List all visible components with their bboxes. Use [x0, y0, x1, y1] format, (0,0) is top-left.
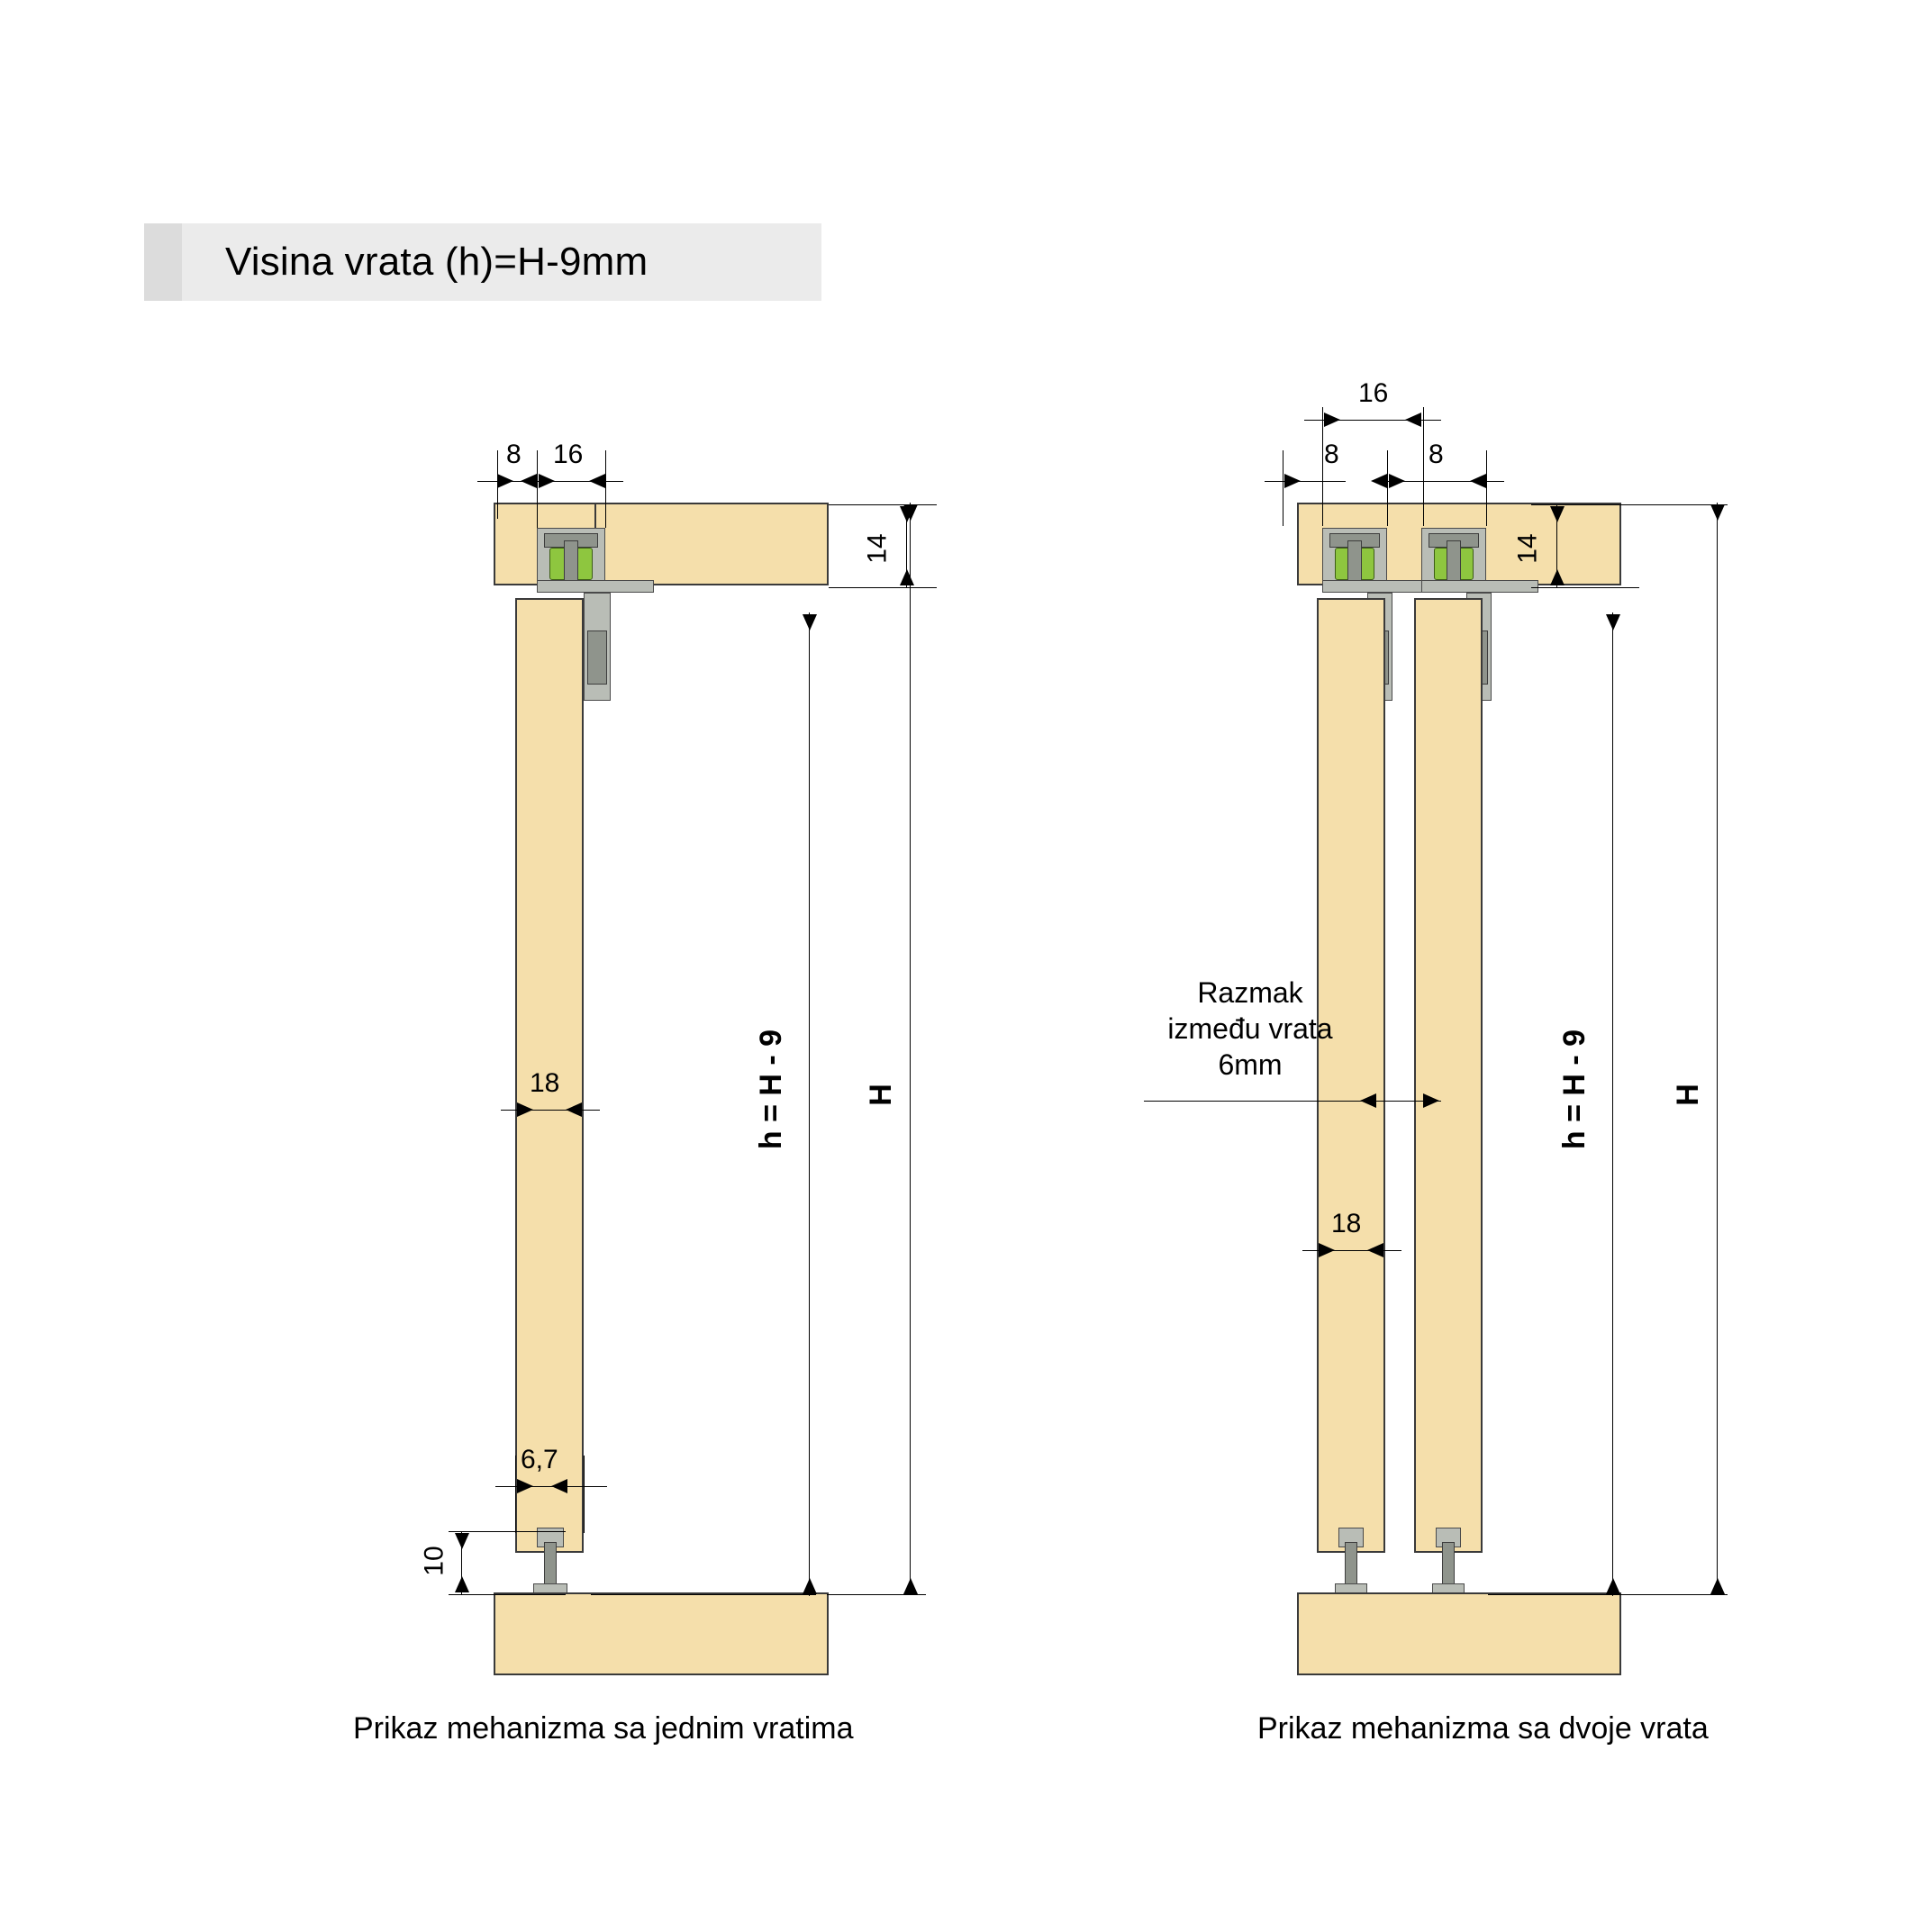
right-dim-18-arrow-left: [1319, 1243, 1335, 1257]
right-dim-14-ext-bottom: [1531, 587, 1639, 588]
right-dim-H-line: [1717, 503, 1718, 1594]
right-dim-label-8-right: 8: [1429, 440, 1444, 469]
left-dim-label-10: 10: [419, 1546, 449, 1576]
left-dim-label-H: H: [863, 1084, 898, 1106]
left-hanger-plate: [537, 580, 654, 593]
left-dim-16-arrow-left: [539, 474, 555, 488]
left-dim-ext-16-right: [605, 450, 606, 528]
left-hanger-screw: [587, 630, 607, 685]
right-dim-8b-arrow-left: [1389, 474, 1405, 488]
title-banner: [144, 223, 821, 301]
gap-note-line3: 6mm: [1218, 1048, 1283, 1081]
right-dim-8-ext-c: [1486, 450, 1487, 526]
right-dim-16-arrow-left: [1324, 413, 1340, 427]
right-dim-h-ext-bottom: [1488, 1594, 1619, 1595]
right-dim-8a-arrow-right: [1371, 474, 1387, 488]
left-dim-10-ext-bottom: [449, 1594, 566, 1595]
left-dim-18-arrow-right: [566, 1102, 582, 1117]
gap-note-arrow-right: [1423, 1093, 1439, 1108]
right-dim-8a-arrow-left: [1284, 474, 1301, 488]
right-dim-h-arrow-bottom: [1606, 1578, 1620, 1594]
left-dim-label-67: 6,7: [521, 1445, 558, 1474]
left-dim-label-8: 8: [506, 440, 522, 469]
left-dim-H-arrow-bottom: [903, 1578, 918, 1594]
right-dim-H-arrow-top: [1710, 504, 1725, 521]
left-dim-8-arrow-right: [521, 474, 537, 488]
left-dim-10-arrow-top: [455, 1533, 469, 1549]
right-dim-label-8-left: 8: [1324, 440, 1339, 469]
right-roller-axle-2: [1447, 540, 1461, 584]
left-dim-H-line: [910, 503, 911, 1594]
right-roller-axle-1: [1347, 540, 1362, 584]
right-dim-H-ext-bottom: [1619, 1594, 1728, 1595]
left-dim-label-18: 18: [530, 1068, 560, 1098]
right-dim-14-arrow-bottom: [1550, 569, 1565, 585]
right-dim-16-arrow-right: [1405, 413, 1421, 427]
gap-note: [1133, 975, 1367, 1083]
gap-note-leader: [1144, 1101, 1441, 1102]
gap-note-line2: između vrata: [1167, 1012, 1333, 1045]
left-dim-h-ext-bottom: [591, 1594, 816, 1595]
right-floor-beam: [1297, 1592, 1621, 1675]
left-dim-10-arrow-bottom: [455, 1576, 469, 1592]
right-dim-18-line: [1302, 1250, 1401, 1251]
right-dim-label-14: 14: [1512, 533, 1543, 564]
title-color-swatch: [144, 223, 182, 301]
left-dim-67-arrow-left: [517, 1479, 533, 1493]
right-dim-14-arrow-top: [1550, 506, 1565, 522]
left-floor-beam: [494, 1592, 829, 1675]
left-dim-h-arrow-bottom: [803, 1578, 817, 1594]
right-dim-label-H: H: [1670, 1084, 1705, 1106]
left-bottom-guide-pin: [544, 1542, 557, 1589]
right-dim-8b-arrow-right: [1470, 474, 1486, 488]
right-caption: Prikaz mehanizma sa dvoje vrata: [1257, 1711, 1709, 1746]
left-roller-axle: [564, 540, 578, 584]
right-dim-label-h: h = H - 9: [1557, 1029, 1592, 1150]
page-title: Visina vrata (h)=H-9mm: [225, 240, 649, 284]
left-dim-H-ext-bottom: [827, 1594, 926, 1595]
right-dim-18-arrow-right: [1367, 1243, 1383, 1257]
left-dim-67-arrow-right: [551, 1479, 567, 1493]
right-bottom-guide-pin-1: [1345, 1542, 1357, 1589]
left-dim-H-arrow-top: [903, 504, 918, 521]
left-dim-label-h: h = H - 9: [754, 1029, 789, 1150]
left-dim-14-ext-bottom: [829, 587, 937, 588]
left-dim-ext-8-right: [537, 450, 538, 528]
left-dim-14-ext-top: [829, 504, 937, 505]
left-dim-67-ext-left: [515, 1456, 516, 1533]
right-dim-8-ext-b: [1387, 450, 1388, 526]
gap-note-line1: Razmak: [1197, 976, 1303, 1009]
right-dim-16-ext-left: [1322, 407, 1323, 526]
left-dim-67-ext-right: [584, 1456, 585, 1533]
left-caption: Prikaz mehanizma sa jednim vratima: [353, 1711, 854, 1746]
right-dim-H-ext-top: [1619, 504, 1728, 505]
right-dim-label-16: 16: [1358, 378, 1389, 408]
right-dim-16-ext-right: [1423, 407, 1424, 526]
left-dim-18-line: [501, 1110, 600, 1111]
right-dim-H-arrow-bottom: [1710, 1578, 1725, 1594]
left-dim-10-ext-top: [449, 1531, 566, 1532]
left-dim-14-arrow-bottom: [900, 569, 914, 585]
left-dim-label-14: 14: [862, 533, 893, 564]
right-bottom-guide-pin-2: [1442, 1542, 1455, 1589]
left-dim-8-arrow-left: [497, 474, 513, 488]
left-dim-h-line: [809, 612, 810, 1596]
right-dim-h-arrow-top: [1606, 614, 1620, 630]
right-hanger-plate-2: [1421, 580, 1538, 593]
right-door-leaf-2: [1414, 598, 1483, 1553]
right-dim-8a-line: [1265, 481, 1346, 482]
right-dim-label-18: 18: [1331, 1209, 1362, 1238]
left-dim-16-arrow-right: [589, 474, 605, 488]
left-dim-18-arrow-left: [517, 1102, 533, 1117]
gap-note-arrow-left: [1360, 1093, 1376, 1108]
right-dim-h-line: [1612, 612, 1613, 1596]
left-dim-h-arrow-top: [803, 614, 817, 630]
left-top-beam-right: [594, 503, 829, 585]
left-dim-label-16: 16: [553, 440, 584, 469]
